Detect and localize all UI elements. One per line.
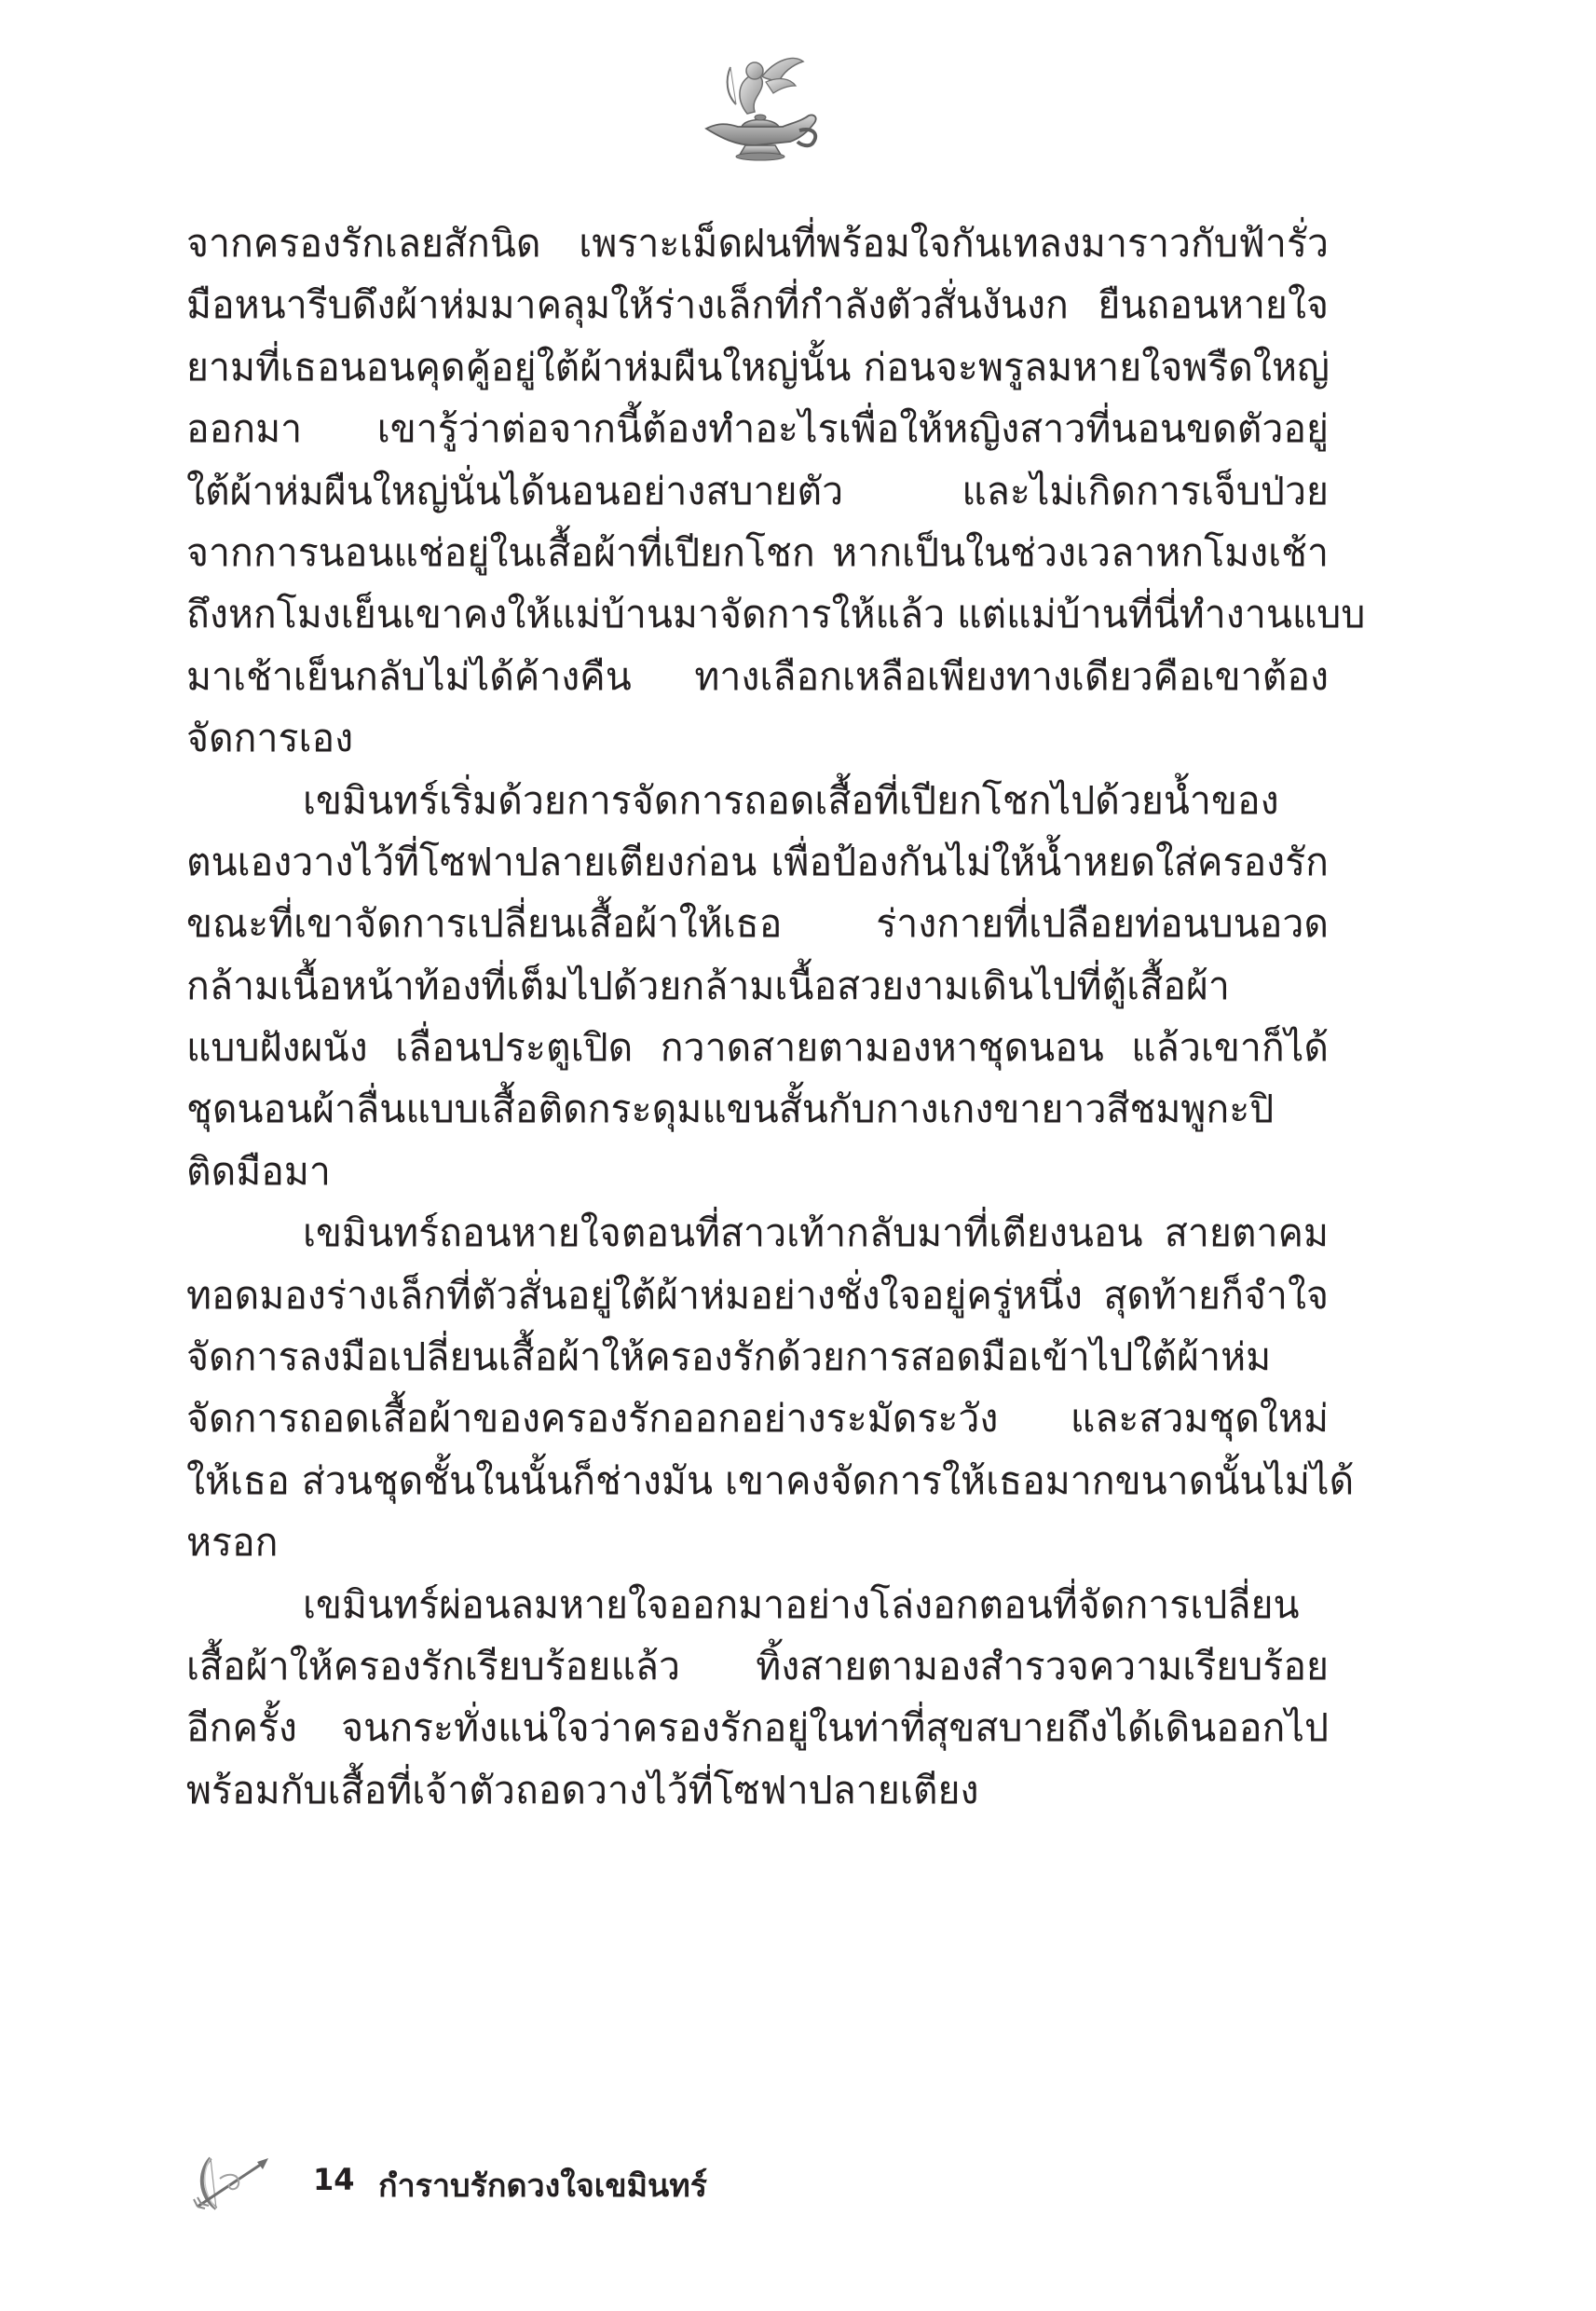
body-text (186, 212, 1366, 1821)
text-line: ขณะที่เขาจัดการเปลี่ยนเสื้อผ้าให้เธอ ร่างกายที่เปลือยท่อนบนอวด (186, 901, 1329, 947)
text-line: จากครองรักเลยสักนิด เพราะเม็ดฝนที่พร้อมใจกันเทลงมาราวกับฟ้ารั่ว (186, 221, 1329, 266)
text-line: ตนเองวางไว้ที่โซฟาปลายเตียงก่อน เพื่อป้องกันไม่ให้น้ำหยดใส่ครองรัก (186, 839, 1329, 884)
page-footer (192, 2143, 1030, 2218)
text-line: หรอก (186, 1520, 279, 1566)
text-line: ชุดนอนผ้าลื่นแบบเสื้อติดกระดุมแขนสั้นกับกางเกงขายาวสีชมพูกะปิ (186, 1087, 1275, 1132)
book-title: กำราบรักดวงใจเขมินทร์ (378, 2167, 707, 2205)
text-line: มาเช้าเย็นกลับไม่ได้ค้างคืน ทางเลือกเหลือเพียงทางเดียวคือเขาต้อง (186, 653, 1329, 699)
text-line: จัดการถอดเสื้อผ้าของครองรักออกอย่างระมัดระวัง และสวมชุดใหม่ (186, 1396, 1329, 1442)
paragraph (186, 212, 1366, 770)
text-line: พร้อมกับเสื้อที่เจ้าตัวถอดวางไว้ที่โซฟาปลายเตียง (186, 1767, 979, 1812)
bow-arrow-emblem-icon (192, 2151, 276, 2216)
paragraph (186, 770, 1329, 1203)
text-line: ทอดมองร่างเล็กที่ตัวสั่นอยู่ใต้ผ้าห่มอย่างชั่งใจอยู่ครู่หนึ่ง สุดท้ายก็จำใจ (186, 1272, 1329, 1318)
text-line: เขมินทร์ถอนหายใจตอนที่สาวเท้ากลับมาที่เตียงนอน สายตาคม (303, 1210, 1329, 1256)
text-line: มือหนารีบดึงผ้าห่มมาคลุมให้ร่างเล็กที่กำลังตัวสั่นงันงก ยืนถอนหายใจ (186, 282, 1329, 328)
text-line: ถึงหกโมงเย็นเขาคงให้แม่บ้านมาจัดการให้แล้ว แต่แม่บ้านที่นี่ทำงานแบบ (186, 592, 1366, 637)
text-line: จัดการเอง (186, 716, 354, 761)
text-line: ยามที่เธอนอนคุดคู้อยู่ใต้ผ้าห่มผืนใหญ่นั้น ก่อนจะพรูลมหายใจพรืดใหญ่ (186, 344, 1330, 390)
page-number: 14 (313, 2162, 355, 2197)
paragraph (186, 1574, 1329, 1822)
text-line: เขมินทร์เริ่มด้วยการจัดการถอดเสื้อที่เปียกโชกไปด้วยน้ำของ (303, 777, 1279, 823)
text-line: แบบฝังผนัง เลื่อนประตูเปิด กวาดสายตามองหาชุดนอน แล้วเขาก็ได้ (186, 1025, 1329, 1071)
paragraph (186, 1202, 1355, 1573)
text-line: ใต้ผ้าห่มผืนใหญ่นั่นได้นอนอย่างสบายตัว และไม่เกิดการเจ็บป่วย (186, 468, 1329, 513)
text-line: ให้เธอ ส่วนชุดชั้นในนั้นก็ช่างมัน เขาคงจัดการให้เธอมากขนาดนั้นไม่ได้ (186, 1457, 1355, 1503)
text-line: เสื้อผ้าให้ครองรักเรียบร้อยแล้ว ทิ้งสายตามองสำรวจความเรียบร้อย (186, 1643, 1329, 1689)
text-line: จากการนอนแช่อยู่ในเสื้อผ้าที่เปียกโชก หากเป็นในช่วงเวลาหกโมงเช้า (186, 529, 1329, 575)
text-line: ออกมา เขารู้ว่าต่อจากนี้ต้องทำอะไรเพื่อให้หญิงสาวที่นอนขดตัวอยู่ (186, 406, 1329, 452)
text-line: อีกครั้ง จนกระทั่งแน่ใจว่าครองรักอยู่ในท่าที่สุขสบายถึงได้เดินออกไป (186, 1705, 1329, 1751)
text-line: เขมินทร์ผ่อนลมหายใจออกมาอย่างโล่งอกตอนที่จัดการเปลี่ยน (303, 1581, 1300, 1627)
text-line: กล้ามเนื้อหน้าท้องที่เต็มไปด้วยกล้ามเนื้อสวยงามเดินไปที่ตู้เสื้อผ้า (186, 963, 1230, 1008)
text-line: ติดมือมา (186, 1148, 331, 1194)
text-line: จัดการลงมือเปลี่ยนเสื้อผ้าให้ครองรักด้วยการสอดมือเข้าไปใต้ผ้าห่ม (186, 1334, 1272, 1380)
cupid-lamp-emblem-icon (689, 48, 829, 165)
